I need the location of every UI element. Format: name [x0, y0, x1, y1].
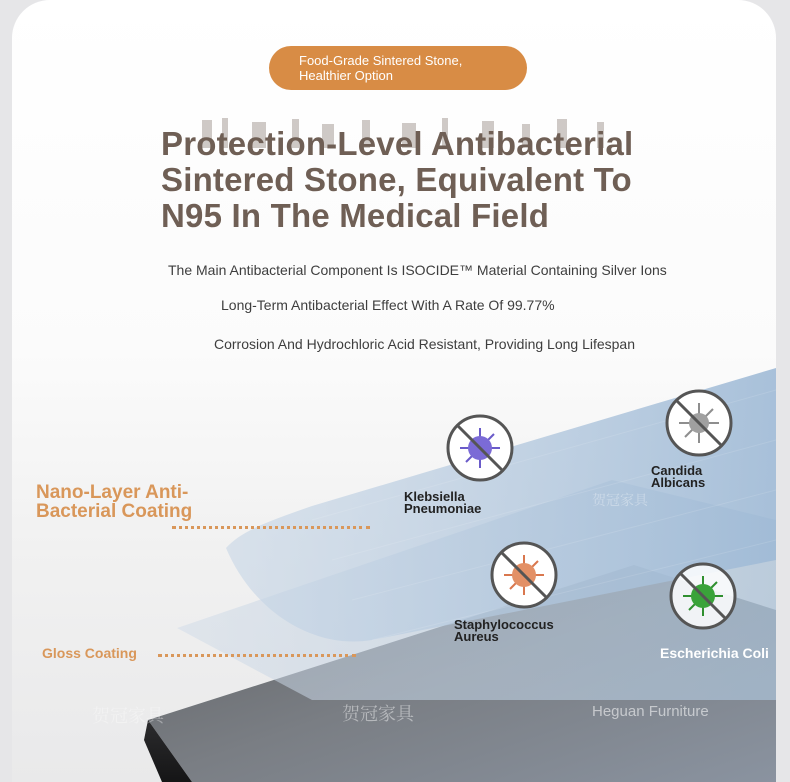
nano-coating-leader-line: [172, 526, 370, 529]
feature-antibacterial-rate: Long-Term Antibacterial Effect With A Rate Of 99.77%: [221, 297, 555, 313]
klebsiella-label: Klebsiella Pneumoniae: [404, 489, 482, 516]
escherichia-virus-icon: [669, 562, 737, 630]
sintered-stone-layers-illustration: [12, 0, 776, 782]
watermark-brand-chinese: 贺冠家具: [92, 706, 164, 726]
nano-coating-callout: Nano-Layer Anti-Bacterial Coating: [36, 482, 193, 522]
staphylococcus-virus-icon: [490, 541, 558, 609]
feature-corrosion-resistance: Corrosion And Hydrochloric Acid Resistant, Providing Long Lifespan: [214, 336, 636, 352]
candida-virus-icon: [665, 389, 733, 457]
watermark-brand-chinese: 贺冠家具: [592, 492, 648, 508]
watermark-brand-chinese: 贺冠家具: [342, 704, 414, 724]
gloss-coating-leader-line: [158, 654, 356, 657]
headline: Protection-Level Antibacterial Sintered Stone, Equivalent To N95 In The Medical Field: [161, 125, 634, 234]
product-card: [12, 0, 776, 782]
feature-antibacterial-component: The Main Antibacterial Component Is ISOCIDE™ Material Containing Silver Ions: [168, 262, 667, 278]
watermark-brand-english: Heguan Furniture: [592, 703, 709, 720]
klebsiella-virus-icon: [446, 414, 514, 482]
escherichia-label: Escherichia Coli: [660, 645, 769, 661]
staphylococcus-label: Staphylococcus Aureus: [454, 617, 554, 644]
promo-badge: Food-Grade Sintered Stone, Healthier Option: [269, 46, 527, 90]
gloss-coating-callout: Gloss Coating: [42, 645, 137, 661]
candida-label: Candida Albicans: [651, 463, 706, 490]
